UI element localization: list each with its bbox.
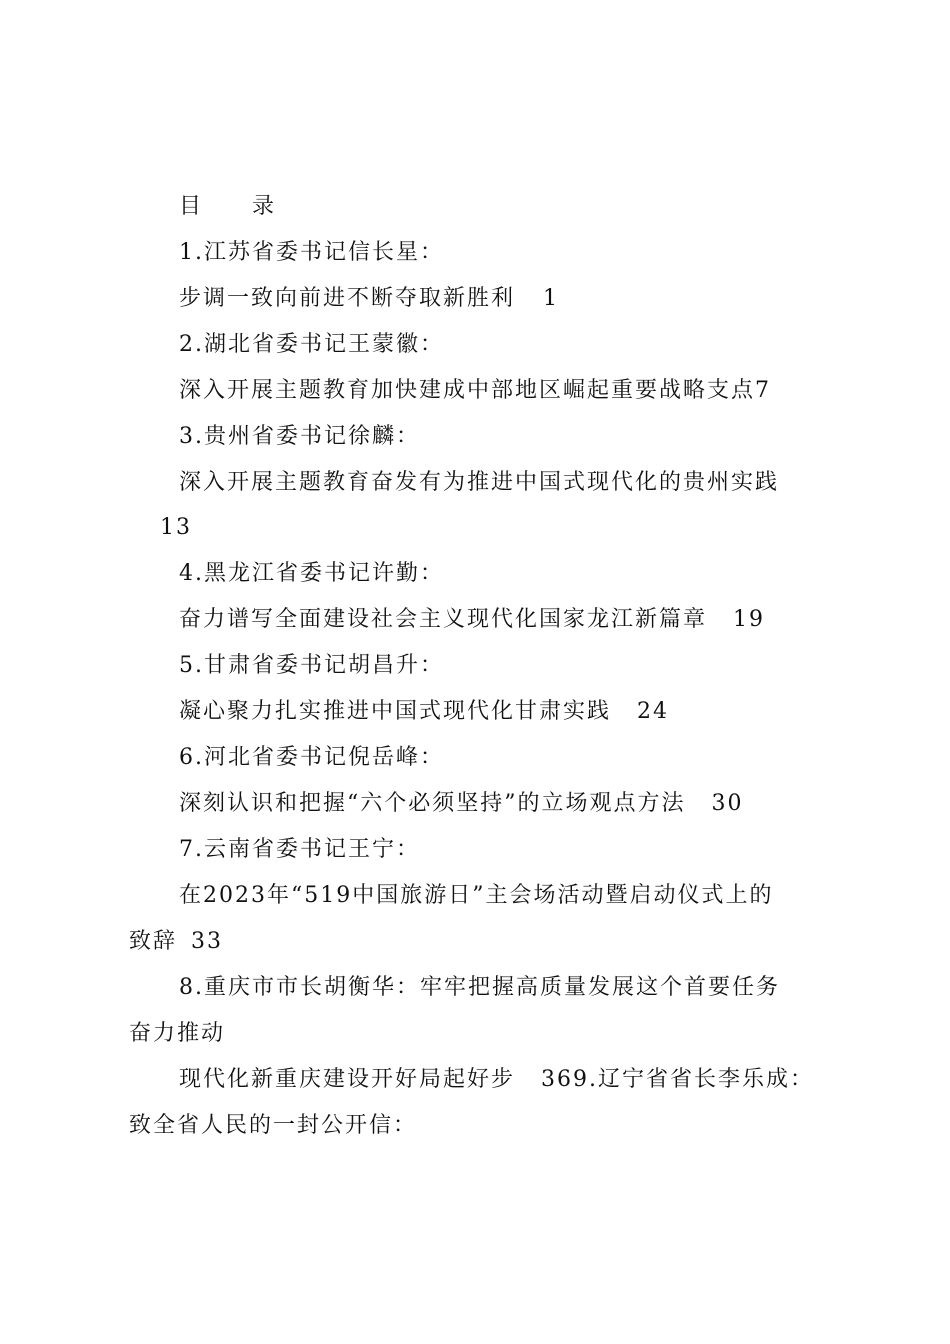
toc-entry-subtitle xyxy=(179,789,744,819)
toc-entry-subtitle-text: 步调一致向前进不断夺取新胜利 xyxy=(179,286,516,311)
toc-entry-subtitle-continued xyxy=(129,927,223,957)
toc-entry-page-number: 7 xyxy=(755,378,772,403)
toc-entry-subtitle xyxy=(179,376,771,406)
toc-entry-page-number: 24 xyxy=(637,699,670,724)
toc-entry-subtitle xyxy=(179,605,765,635)
toc-entry-subtitle-continued: 致全省人民的一封公开信： xyxy=(129,1113,418,1138)
toc-entry-heading: 1.江苏省委书记信长星： xyxy=(179,240,444,265)
toc-entry-page-number: 1 xyxy=(543,286,560,311)
toc-entry-page-number: 30 xyxy=(711,791,744,816)
toc-entry-heading: 2.湖北省委书记王蒙徽： xyxy=(179,332,444,357)
toc-entry-subtitle-text: 深刻认识和把握“六个必须坚持”的立场观点方法 xyxy=(179,791,686,816)
toc-entry-heading: 8.重庆市市长胡衡华：牢牢把握高质量发展这个首要任务 xyxy=(179,975,780,1000)
toc-entry-subtitle-text: 现代化新重庆建设开好局起好步 xyxy=(179,1067,516,1092)
toc-entry-page-number: 19 xyxy=(733,607,766,632)
toc-entry-subtitle: 深入开展主题教育奋发有为推进中国式现代化的贵州实践 xyxy=(179,470,780,495)
toc-entry-heading: 3.贵州省委书记徐麟： xyxy=(179,424,420,449)
toc-entry-subtitle xyxy=(179,1065,814,1095)
toc-entry-page-number: 33 xyxy=(191,929,224,954)
toc-entry-subtitle: 在2023年“519中国旅游日”主会场活动暨启动仪式上的 xyxy=(179,883,774,908)
toc-entry-heading-continued: 奋力推动 xyxy=(129,1021,226,1046)
toc-entry-page-number: 13 xyxy=(160,515,192,540)
toc-entry-heading: 6.河北省委书记倪岳峰： xyxy=(179,745,444,770)
toc-entry-next-heading: 369.辽宁省省长李乐成： xyxy=(541,1067,815,1092)
toc-entry-subtitle-text: 深入开展主题教育加快建成中部地区崛起重要战略支点 xyxy=(179,378,756,403)
toc-entry-heading: 4.黑龙江省委书记许勤： xyxy=(179,561,444,586)
toc-entry-subtitle-text: 致辞 xyxy=(129,929,178,954)
toc-entry-heading: 7.云南省委书记王宁： xyxy=(179,837,420,862)
toc-title: 目 录 xyxy=(179,194,296,219)
toc-entry-subtitle xyxy=(179,697,669,727)
toc-entry-subtitle-text: 奋力谱写全面建设社会主义现代化国家龙江新篇章 xyxy=(179,607,708,632)
toc-entry-heading: 5.甘肃省委书记胡昌升： xyxy=(179,653,444,678)
toc-entry-subtitle xyxy=(179,284,559,314)
toc-entry-subtitle-text: 凝心聚力扎实推进中国式现代化甘肃实践 xyxy=(179,699,612,724)
